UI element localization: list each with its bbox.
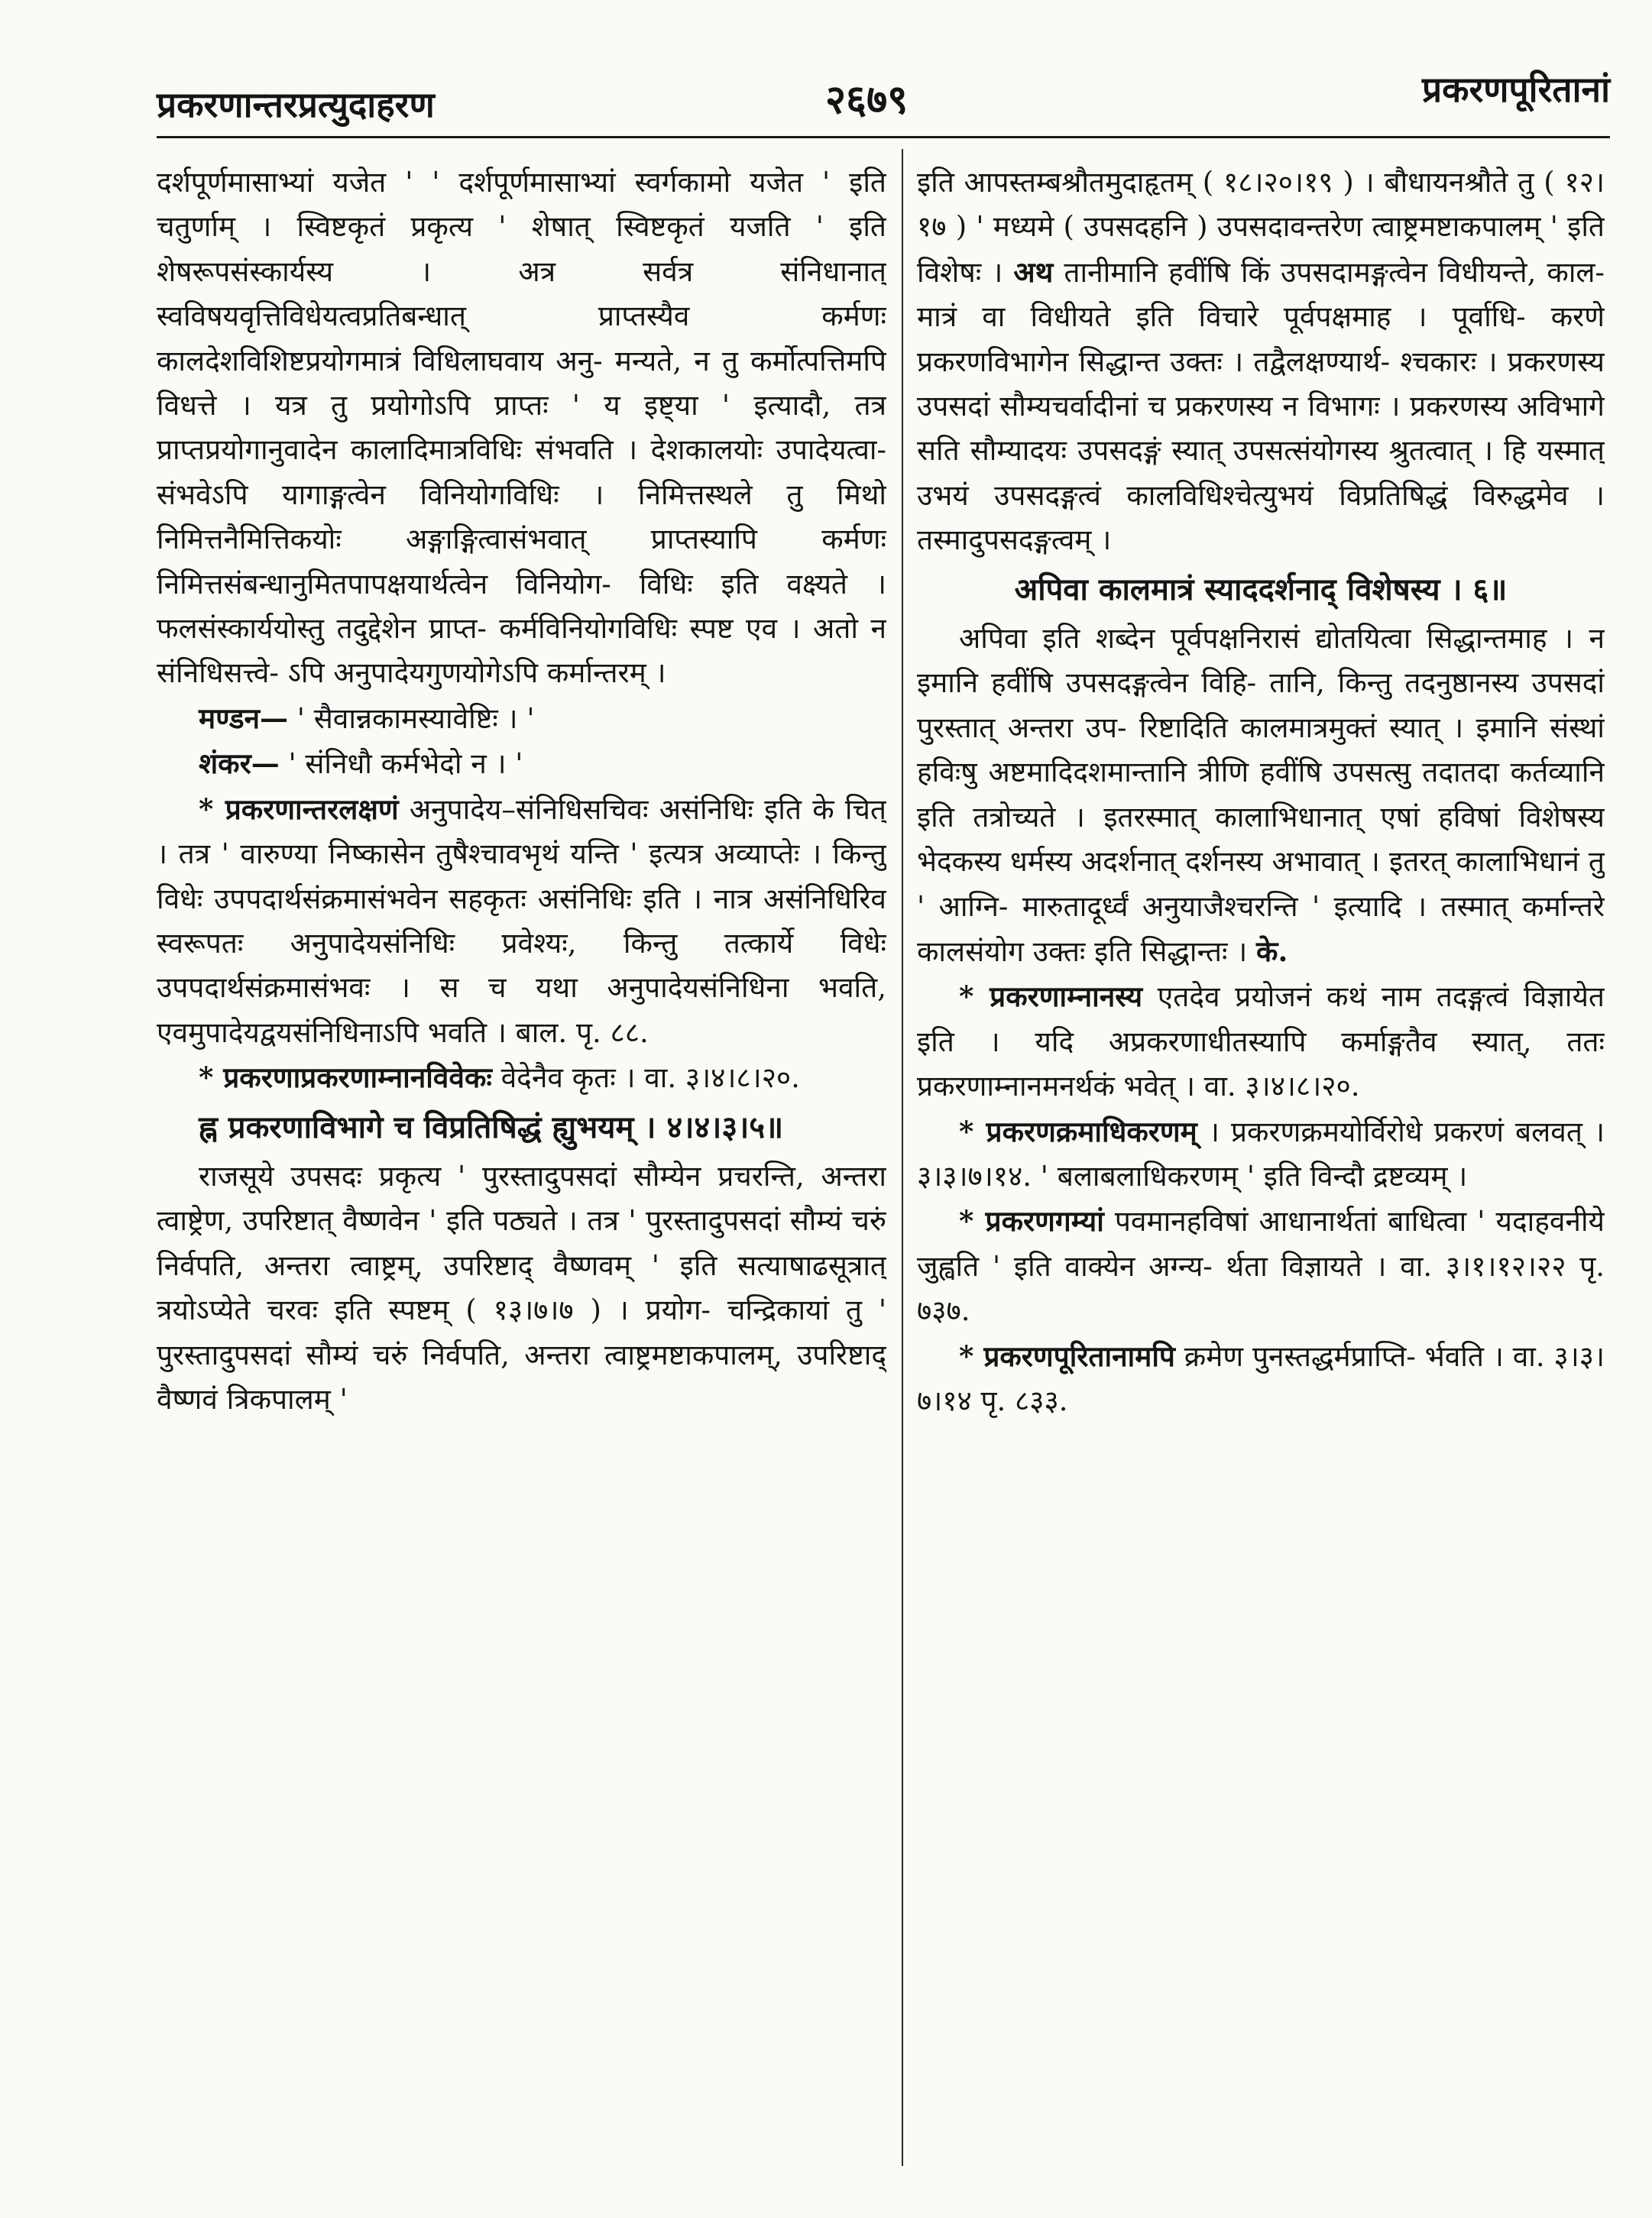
entry-prakaranaprakarana-viveka (157, 1055, 886, 1100)
right-paragraph-siddhanta (917, 617, 1605, 974)
entry-text: । प्रकरणक्रमयोर्विरोधे प्रकरणं बलवत् । ३।३।७।१४. ' बलाबलाधिकरणम् ' इति विन्दौ द्रष्टव्यम् । (917, 1115, 1605, 1193)
entry-text: अनुपादेय–संनिधिसचिवः असंनिधिः इति के चित् । तत्र ' वारुण्या निष्कासेन तुषैश्चावभृथं यन्ति ' इत्यत्र अव्याप्तेः । किन्तु विधेः उपपदार्थसंक्रमासंभवेन सहकृतः असंनिधिः इति । नात्र असंनिधिरिव स्वरूपतः अनुपादेयसंनिधिः प्रवेश्यः, किन्तु तत्कार्ये विधेः उपपदार्थसंक्रमासंभवः । स च यथा अनुपादेयसंनिधिना भवति, एवमुपादेयद्वयसंनिधिनाऽपि भवति । बाल. पृ. ८८. (157, 792, 886, 1049)
running-head-left: प्रकरणान्तरप्रत्युदाहरण (157, 84, 435, 125)
left-paragraph-1: दर्शपूर्णमासाभ्यां यजेत ' ' दर्शपूर्णमासाभ्यां स्वर्गकामो यजेत ' इति चतुर्णाम् । स्विष्टकृतं प्रकृत्य ' शेषात् स्विष्टकृतं यजति ' इति शेषरूपसंस्कार्यस्य । अत्र सर्वत्र संनिधानात् स्वविषयवृत्तिविधेयत्वप्रतिबन्धात् प्राप्तस्यैव कर्मणः कालदेशविशिष्टप्रयोगमात्रं विधिलाघवाय अनु- मन्यते, न तु कर्मोत्पत्तिमपि विधत्ते । यत्र तु प्रयोगोऽपि प्राप्तः ' य इष्ट्या ' इत्यादौ, तत्र प्राप्तप्रयोगानुवादेन कालादिमात्रविधिः संभवति । देशकालयोः उपादेयत्वा- संभवेऽपि यागाङ्गत्वेन विनियोगविधिः । निमित्तस्थले तु मिथो निमित्तनैमित्तिकयोः अङ्गाङ्गित्वासंभवात् प्राप्तस्यापि कर्मणः निमित्तसंबन्धानुमितपापक्षयार्थत्वेन विनियोग- विधिः इति वक्ष्यते । फलसंस्कार्ययोस्तु तदुद्देशेन प्राप्त- कर्मविनियोगविधिः स्पष्ट एव । अतो न संनिधिसत्त्वे- ऽपि अनुपादेयगुणयोगेऽपि कर्मान्तरम् । (157, 166, 886, 690)
entry-text: एतदेव प्रयोजनं कथं नाम तदङ्गत्वं विज्ञायेत इति । यदि अप्रकरणाधीतस्यापि कर्माङ्गतैव स्यात्, ततः प्रकरणाम्नानमनर्थकं भवेत् । वा. ३।४।८।२०. (917, 980, 1605, 1103)
running-head-right: प्रकरणपूरितानां (1421, 69, 1610, 110)
sutra-heading: ह्न प्रकरणाविभागे च विप्रतिषिद्धं ह्युभयम् । ४।४।३।५॥ (199, 1109, 784, 1145)
sutra-heading: अपिवा कालमात्रं स्याददर्शनाद् विशेषस्य । ६॥ (1014, 571, 1508, 607)
entry-text: वेदेनैव कृतः । वा. ३।४।८।२०. (500, 1061, 800, 1095)
entry-text: क्रमेण पुनस्तद्धर्मप्राप्ति- र्भवति । वा. ३।३।७।१४ पृ. ८३३. (917, 1339, 1605, 1417)
entry-text: पवमानहविषां आधानार्थतां बाधित्वा ' यदाहवनीये जुह्वति ' इति वाक्येन अग्न्य- र्थता विज्ञायते । वा. ३।१।१२।२२ पृ. ७३७. (917, 1205, 1605, 1328)
right-column (917, 160, 1605, 2185)
entry-title: * प्रकरणक्रमाधिकरणम् (959, 1114, 1197, 1148)
entry-title: * प्रकरणाप्रकरणाम्नानविवेकः (199, 1060, 492, 1095)
entry-prakaranamnana (917, 974, 1605, 1109)
mandana-label: मण्डन— (199, 701, 289, 735)
mandana-quote (157, 696, 886, 741)
column-divider (902, 149, 903, 2166)
entry-title: * प्रकरणान्तरलक्षणं (199, 792, 399, 826)
entry-prakaranakrama (917, 1109, 1605, 1200)
mandana-text: ' सैवान्नकामस्यावेष्टिः । ' (296, 701, 535, 735)
right-paragraph-1 (917, 160, 1605, 563)
entry-title: * प्रकरणपूरितानामपि (959, 1339, 1175, 1373)
header-rule (157, 136, 1610, 138)
page-number: २६७९ (825, 76, 909, 123)
right-paragraph-1-text: इति आपस्तम्बश्रौतमुदाहृतम् ( १८।२०।१९ ) । बौधायनश्रौते तु ( १२।१७ ) ' मध्यमे ( उपसदहनि ) उपसदावन्तरेण त्वाष्ट्रमष्टाकपालम् ' इति विशेषः । (917, 166, 1605, 289)
entry-prakarananantara-lakshana (157, 787, 886, 1055)
entry-title: * प्रकरणगम्यां (959, 1204, 1104, 1239)
right-paragraph-1-cont: तानीमानि हवींषि किं उपसदामङ्गत्वेन विधीयन्ते, काल- मात्रं वा विधीयते इति विचारे पूर्वपक्षमाह । पूर्वाधि- करणे प्रकरणविभागेन सिद्धान्त उक्तः । तद्वैलक्षण्यार्थ- श्चकारः । प्रकरणस्य उपसदां सौम्यचर्वादीनां च प्रकरणस्य न विभागः । प्रकरणस्य अविभागे सति सौम्यादयः उपसदङ्गं स्यात् उपसत्संयोगस्य श्रुतत्वात् । हि यस्मात् उभयं उपसदङ्गत्वं कालविधिश्चेत्युभयं विप्रतिषिद्धं विरुद्धमेव । तस्मादुपसदङ्गत्वम् । (917, 255, 1605, 557)
left-column (157, 160, 886, 2185)
shankara-quote (157, 741, 886, 786)
author-abbrev: के. (1256, 934, 1288, 968)
page-header (157, 65, 1610, 138)
left-paragraph-rajasuya: राजसूये उपसदः प्रकृत्य ' पुरस्तादुपसदां सौम्येन प्रचरन्ति, अन्तरा त्वाष्ट्रेण, उपरिष्टात् वैष्णवेन ' इति पठ्यते । तत्र ' पुरस्तादुपसदां सौम्यं चरुं निर्वपति, अन्तरा त्वाष्ट्रम्, उपरिष्टाद् वैष्णवम् ' इति सत्याषाढसूत्रात् त्रयोऽप्येते चरवः इति स्पष्टम् ( १३।७।७ ) । प्रयोग- चन्द्रिकायां तु ' पुरस्तादुपसदां सौम्यं चरुं निर्वपति, अन्तरा त्वाष्ट्रमष्टाकपालम्, उपरिष्टाद् वैष्णवं त्रिकपालम् ' (157, 1159, 886, 1416)
entry-prakaranapurita (917, 1334, 1605, 1424)
siddhanta-text: अपिवा इति शब्देन पूर्वपक्षनिरासं द्योतयित्वा सिद्धान्तमाह । न इमानि हवींषि उपसदङ्गत्वेन विहि- तानि, किन्तु तदनुष्ठानस्य उपसदां पुरस्तात् अन्तरा उप- रिष्टादिति कालमात्रमुक्तं स्यात् । इमानि संस्थां हविःषु अष्टमादिदशमान्तानि त्रीणि हवींषि उपसत्सु तदातदा कर्तव्यानि इति तत्रोच्यते । इतरस्मात् कालाभिधानात् एषां हविषां विशेषस्य भेदकस्य धर्मस्य अदर्शनात् दर्शनस्य अभावात् । इतरत् कालाभिधानं तु ' आग्नि- मारुतादूर्ध्वं अनुयाजैश्चरन्ति ' इत्यादि । तस्मात् कर्मान्तरे कालसंयोग उक्तः इति सिद्धान्तः । (917, 622, 1605, 968)
right-paragraph-1-bold: अथ (1013, 254, 1054, 289)
entry-title: * प्रकरणाम्नानस्य (959, 979, 1143, 1014)
shankara-text: ' संनिधौ कर्मभेदो न । ' (288, 747, 523, 781)
shankara-label: शंकर— (199, 746, 280, 781)
entry-prakaranagamya (917, 1199, 1605, 1333)
